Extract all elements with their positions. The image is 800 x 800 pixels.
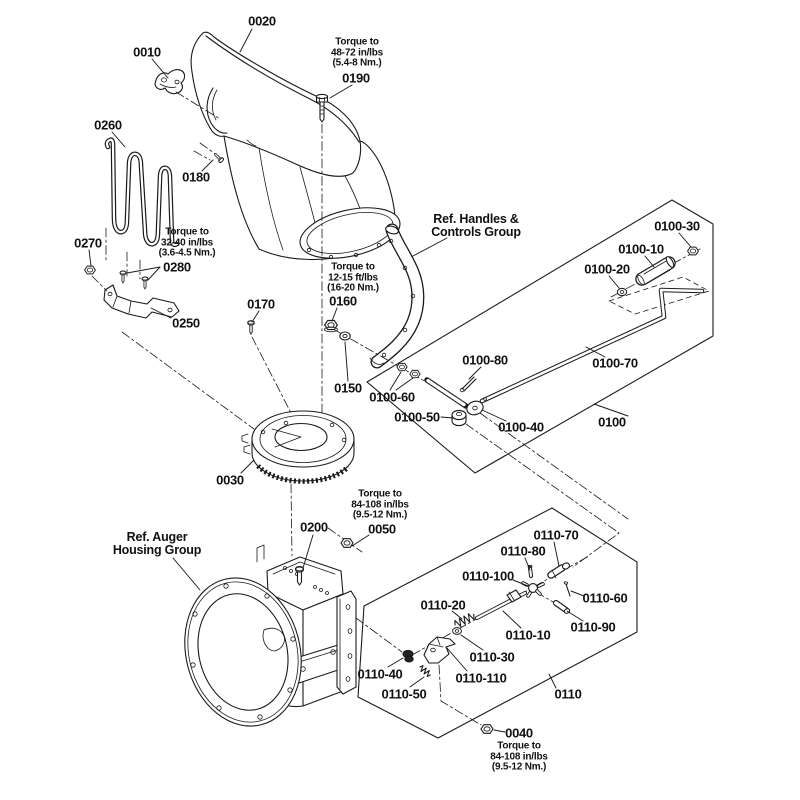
torque-note-0050: Torque to 84-108 in/lbs (9.5-12 Nm.) [351, 488, 409, 521]
shaft-bracket-drawing [424, 637, 455, 663]
part-label-0100-40: 0100-40 [498, 419, 544, 435]
part-label-0260: 0260 [94, 117, 122, 133]
part-label-0110: 0110 [554, 686, 582, 702]
washer-0110-30 [453, 628, 462, 635]
part-label-0100-70: 0100-70 [592, 355, 638, 371]
part-label-0170: 0170 [247, 296, 275, 312]
auger-housing-drawing [170, 545, 356, 739]
part-label-0250: 0250 [172, 315, 200, 331]
chute-crank-shaft-drawing [477, 590, 525, 618]
part-label-0040: 0040 [505, 725, 533, 741]
screw-0180 [212, 151, 224, 163]
small-spring-drawing [418, 665, 432, 678]
part-label-0110-110: 0110-110 [455, 670, 507, 686]
washer-0150 [340, 332, 350, 340]
ring-gear-drawing [242, 411, 354, 481]
ref-label-handles-controls-group: Ref. Handles & Controls Group [431, 212, 521, 239]
part-label-0280: 0280 [163, 259, 191, 275]
part-label-0100-50: 0100-50 [394, 409, 440, 425]
part-label-0110-10: 0110-10 [505, 627, 551, 643]
part-label-0200: 0200 [300, 519, 328, 535]
nut-0100-60a [397, 363, 407, 370]
nut-0100-60b [410, 370, 420, 377]
crank-bushing-drawing [452, 410, 466, 425]
torque-note-0190: Torque to 48-72 in/lbs (5.4-8 Nm.) [330, 36, 384, 69]
part-label-0050: 0050 [368, 521, 396, 537]
grommet-drawing [403, 650, 413, 662]
part-label-0160: 0160 [329, 293, 357, 309]
crank-rod-drawing [482, 290, 702, 401]
joint-coupler-drawing [551, 562, 570, 578]
torque-note-0160: Torque to 12-15 ft/lbs (16-20 Nm.) [327, 261, 379, 294]
part-label-0110-100: 0110-100 [462, 568, 514, 584]
clevis-pin-drawing [564, 581, 570, 596]
part-label-0150: 0150 [334, 380, 362, 396]
screw-0280b [142, 277, 148, 289]
nut-0160 [325, 320, 338, 329]
washer-0100-20 [617, 288, 626, 295]
nut-0270 [85, 266, 96, 274]
roller-pin-drawing [556, 603, 570, 614]
nut-0040 [481, 725, 493, 734]
part-label-0110-20: 0110-20 [420, 597, 466, 613]
part-label-0190: 0190 [342, 70, 370, 86]
torque-note-0040: Torque to 84-108 in/lbs (9.5-12 Nm.) [490, 740, 548, 773]
part-label-0100-60: 0100-60 [369, 389, 415, 405]
part-label-0110-60: 0110-60 [582, 590, 628, 606]
part-label-0100-20: 0100-20 [584, 261, 630, 277]
part-label-0110-30: 0110-30 [469, 649, 515, 665]
chute-clip-bracket-drawing [155, 70, 185, 94]
part-label-0110-90: 0110-90 [570, 619, 616, 635]
part-label-0270: 0270 [74, 235, 102, 251]
mount-bracket-drawing [104, 285, 179, 318]
nut-0050 [341, 539, 353, 548]
part-label-0030: 0030 [216, 472, 244, 488]
ref-label-auger-housing-group: Ref. Auger Housing Group [112, 530, 202, 557]
part-label-0100-30: 0100-30 [654, 218, 700, 234]
part-label-0100: 0100 [598, 414, 626, 430]
nut-0100-30 [688, 247, 699, 255]
part-label-0110-50: 0110-50 [381, 686, 427, 702]
part-label-0180: 0180 [182, 169, 210, 185]
part-label-0020: 0020 [248, 13, 276, 29]
part-label-0100-80: 0100-80 [462, 352, 508, 368]
screw-0280a [120, 271, 126, 283]
part-label-0100-10: 0100-10 [618, 241, 664, 257]
cotter-pin-drawing [460, 377, 476, 392]
screw-0170 [248, 321, 255, 334]
torque-note-0280: Torque to 32-40 in/lbs (3.6-4.5 Nm.) [158, 226, 216, 259]
part-label-0110-70: 0110-70 [533, 527, 579, 543]
part-label-0110-40: 0110-40 [357, 666, 403, 682]
part-label-0110-80: 0110-80 [500, 543, 546, 559]
part-label-0010: 0010 [133, 44, 161, 60]
